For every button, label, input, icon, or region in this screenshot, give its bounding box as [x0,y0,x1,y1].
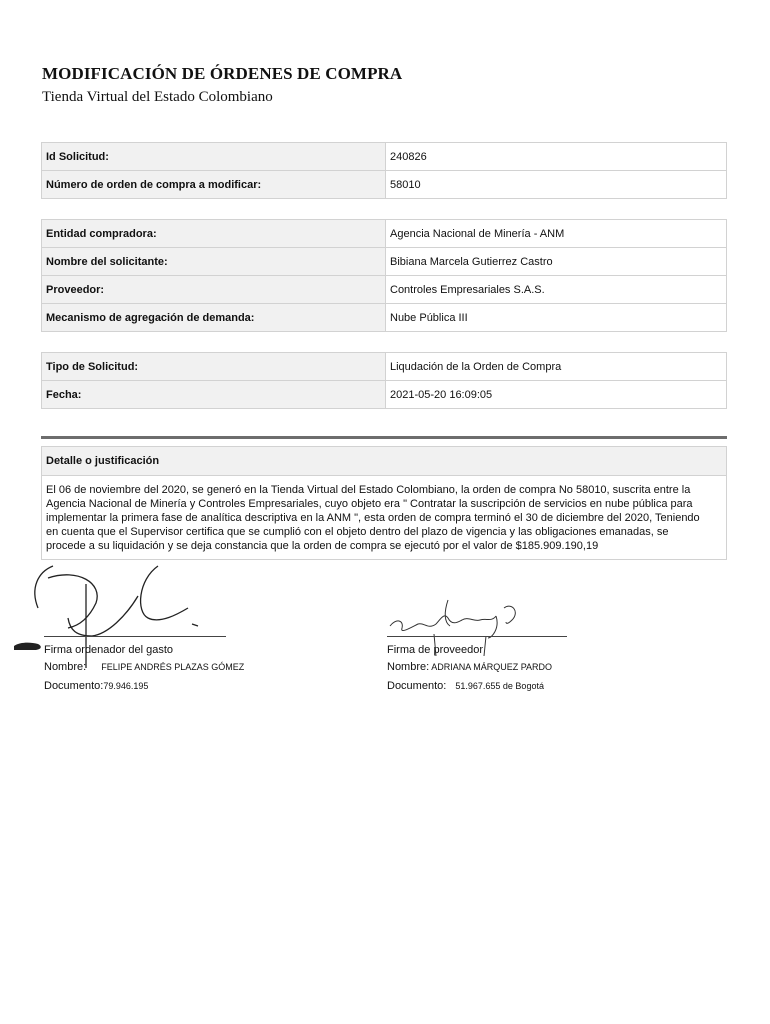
signer-name-row [387,661,552,673]
field-value: 240826 [386,143,727,171]
field-value: Nube Pública III [386,304,727,332]
table-row [42,248,727,276]
document-label: Documento: [44,680,104,692]
justification-line: implementar la primera fase de analítica descriptiva en la ANM ", esta orden de compra terminó el 30 de diciembre del 2020, Teniendo [46,512,700,524]
request-info-table [41,142,727,199]
entity-info-table [41,219,727,332]
field-value: Controles Empresariales S.A.S. [386,276,727,304]
justification-text [42,476,726,559]
justification-line: procede a su liquidación y se deja constancia que la orden de compra se ejecutó por el valor de $185.909.190,19 [46,540,599,552]
justification-line: en cuenta que el Supervisor certifica que se cumplió con el objeto dentro del plazo de vigencia y las obligaciones emanadas, se [46,526,669,538]
field-label: Número de orden de compra a modificar: [42,171,386,199]
page-title: MODIFICACIÓN DE ÓRDENES DE COMPRA [42,64,403,83]
field-value: Liqudación de la Orden de Compra [386,353,727,381]
page-subtitle: Tienda Virtual del Estado Colombiano [42,89,273,105]
signer-document: 51.967.655 de Bogotá [455,681,544,691]
justification-heading: Detalle o justificación [42,447,726,476]
signer-document-row [44,680,148,692]
field-label: Tipo de Solicitud: [42,353,386,381]
field-value: 58010 [386,171,727,199]
field-value: Agencia Nacional de Minería - ANM [386,220,727,248]
table-row [42,171,727,199]
field-label: Mecanismo de agregación de demanda: [42,304,386,332]
justification-box [41,446,727,560]
document-label: Documento: [387,680,447,692]
field-label: Entidad compradora: [42,220,386,248]
signer-name: FELIPE ANDRÉS PLAZAS GÓMEZ [101,662,245,672]
table-row [42,353,727,381]
field-label: Fecha: [42,381,386,409]
field-label: Id Solicitud: [42,143,386,171]
signer-name-row [44,661,244,673]
justification-line: Agencia Nacional de Minería y Controles Empresariales, cuyo objeto era " Contratar la suscripción de servicios en nube pública para [46,498,693,510]
signer-name: ADRIANA MÁRQUEZ PARDO [431,662,553,672]
table-row [42,304,727,332]
table-row [42,220,727,248]
name-label: Nombre: [44,661,87,673]
table-row [42,276,727,304]
field-value: 2021-05-20 16:09:05 [386,381,727,409]
table-row [42,143,727,171]
signature-line [44,636,226,637]
name-label: Nombre: [387,661,430,673]
signer-document-row [387,680,544,692]
field-label: Proveedor: [42,276,386,304]
signer-document: 79.946.195 [103,681,149,691]
justification-line: El 06 de noviembre del 2020, se generó en la Tienda Virtual del Estado Colombiano, la orden de compra No 58010, suscrita entre la [46,484,691,496]
signature-role: Firma ordenador del gasto [44,644,174,656]
signature-line [387,636,567,637]
signature-role: Firma de proveedor [387,644,483,656]
table-row [42,381,727,409]
field-label: Nombre del solicitante: [42,248,386,276]
section-divider [41,436,727,439]
request-type-table [41,352,727,409]
field-value: Bibiana Marcela Gutierrez Castro [386,248,727,276]
